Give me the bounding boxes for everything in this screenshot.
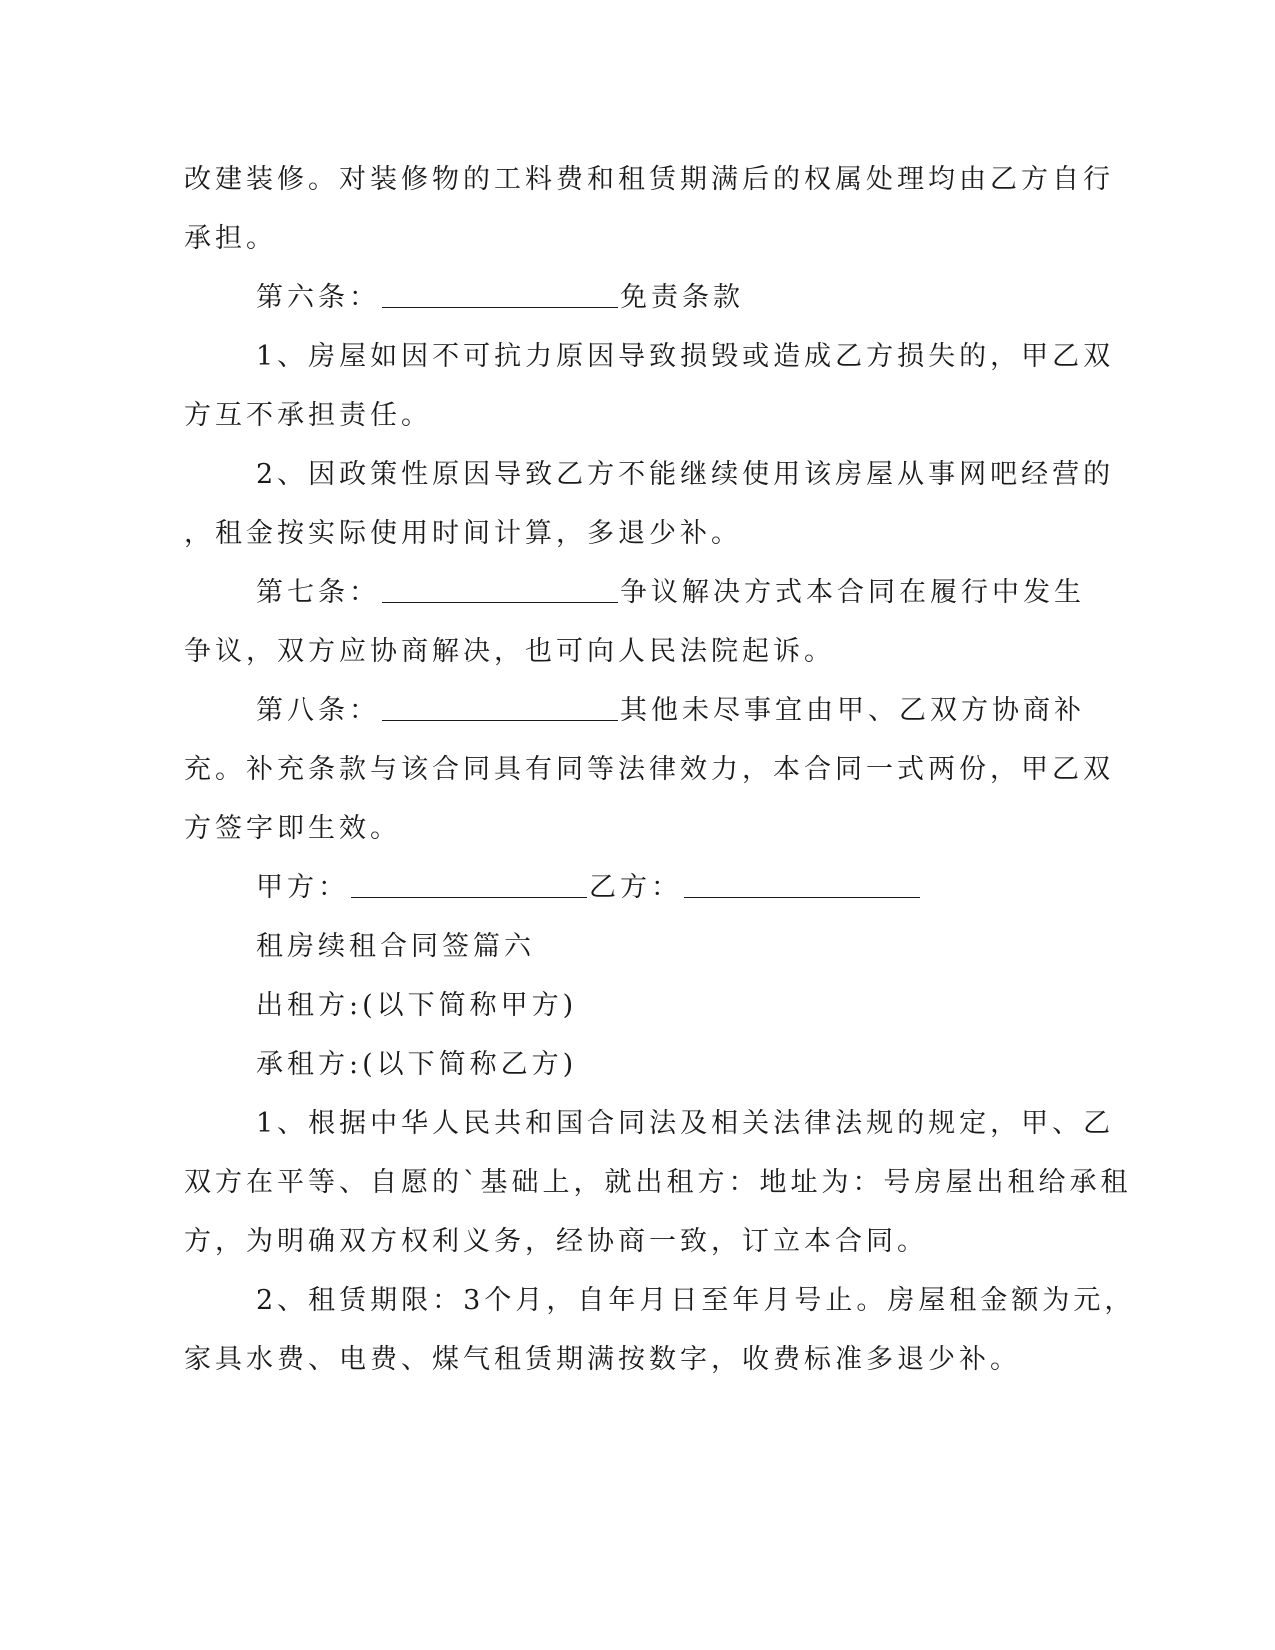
text: 方签字即生效。: [184, 813, 401, 844]
text: 双方在平等、自愿的`基础上，就出租方：地址为：号房屋出租给承租: [184, 1167, 1132, 1198]
text-line: [0, 1104, 1275, 1144]
text-line: [0, 337, 1275, 377]
text: 2、因政策性原因导致乙方不能继续使用该房屋从事网吧经营的: [256, 459, 1115, 490]
article-seven-line: [0, 573, 1275, 613]
article-title: 免责条款: [620, 282, 744, 313]
text-line: [0, 396, 1275, 436]
text: 家具水费、电费、煤气租赁期满按数字，收费标准多退少补。: [184, 1344, 1021, 1375]
fill-blank: [382, 279, 618, 308]
text: 承担。: [184, 223, 277, 254]
text: 改建装修。对装修物的工料费和租赁期满后的权属处理均由乙方自行: [184, 164, 1114, 195]
fill-blank: [382, 574, 618, 603]
article-label: 第八条：: [256, 695, 380, 726]
text-line: [0, 514, 1275, 554]
party-b-blank: [684, 869, 920, 898]
text: 争议解决方式本合同在履行中发生: [620, 577, 1085, 608]
article-label: 第六条：: [256, 282, 380, 313]
party-a-blank: [351, 869, 587, 898]
text-line: [0, 632, 1275, 672]
text-line: [0, 455, 1275, 495]
heading-text: 租房续租合同签篇六: [256, 931, 535, 962]
lessor-line: [0, 986, 1275, 1026]
text: 其他未尽事宜由甲、乙双方协商补: [620, 695, 1085, 726]
text: 争议，双方应协商解决，也可向人民法院起诉。: [184, 636, 835, 667]
signature-line: [0, 868, 1275, 908]
text-line: [0, 160, 1275, 200]
text: 承租方:(以下简称乙方): [256, 1049, 578, 1080]
text-line: [0, 1163, 1275, 1203]
article-label: 第七条：: [256, 577, 380, 608]
text-line: [0, 1281, 1275, 1321]
text: 充。补充条款与该合同具有同等法律效力，本合同一式两份，甲乙双: [184, 754, 1114, 785]
text-line: [0, 750, 1275, 790]
text-line: [0, 219, 1275, 259]
text: 1、根据中华人民共和国合同法及相关法律法规的规定，甲、乙: [256, 1108, 1115, 1139]
party-a-label: 甲方：: [256, 872, 349, 903]
article-six-line: [0, 278, 1275, 318]
text: ，租金按实际使用时间计算，多退少补。: [184, 518, 742, 549]
section-heading: [0, 927, 1275, 967]
text: 2、租赁期限：3个月，自年月日至年月号止。房屋租金额为元，: [256, 1285, 1136, 1316]
lessee-line: [0, 1045, 1275, 1085]
fill-blank: [382, 692, 618, 721]
text: 出租方:(以下简称甲方): [256, 990, 578, 1021]
text: 方，为明确双方权利义务，经协商一致，订立本合同。: [184, 1226, 928, 1257]
text-line: [0, 809, 1275, 849]
party-b-label: 乙方：: [589, 872, 682, 903]
article-eight-line: [0, 691, 1275, 731]
text: 1、房屋如因不可抗力原因导致损毁或造成乙方损失的，甲乙双: [256, 341, 1115, 372]
text: 方互不承担责任。: [184, 400, 432, 431]
text-line: [0, 1340, 1275, 1380]
text-line: [0, 1222, 1275, 1262]
